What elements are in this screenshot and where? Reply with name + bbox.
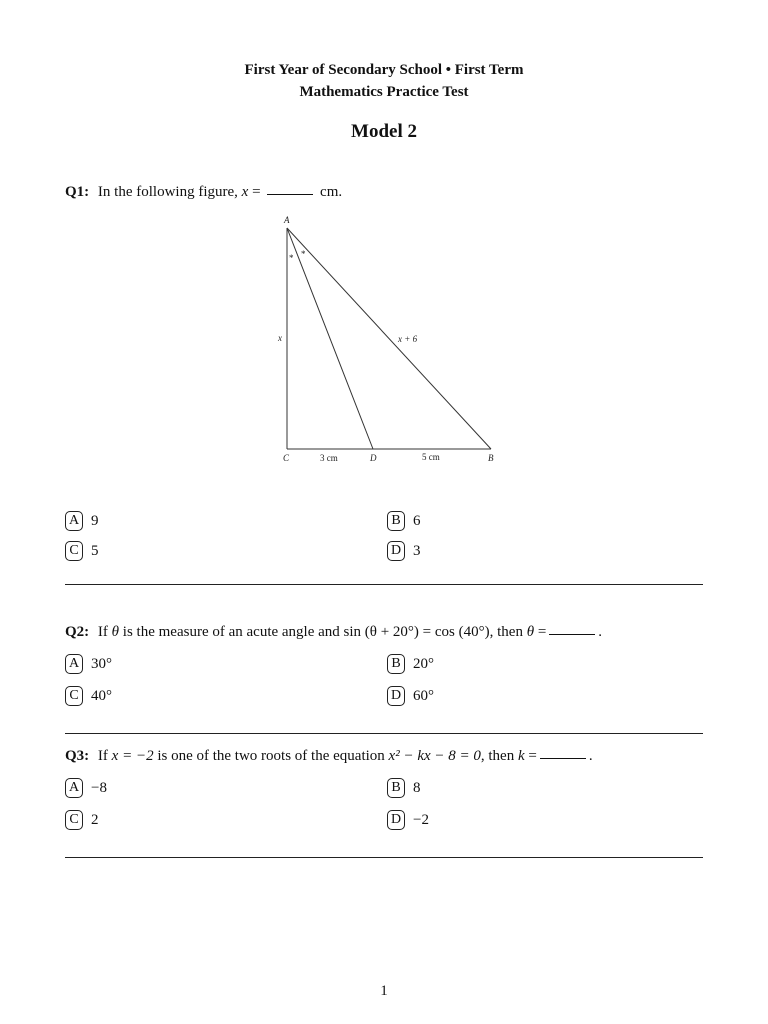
side-ab <box>287 228 491 449</box>
option-text: 2 <box>91 811 99 828</box>
question-text: If <box>97 624 108 640</box>
trig-expression: (θ + 20°) = cos (40°), then <box>364 624 523 640</box>
model-title: Model 2 <box>351 121 417 142</box>
segment-cd-label: 3 cm <box>320 453 338 463</box>
question-text: If <box>97 748 108 764</box>
q2-option-d[interactable] <box>387 686 434 706</box>
question-3 <box>65 748 593 765</box>
option-text: 9 <box>91 512 99 529</box>
vertex-d-label: D <box>370 453 377 463</box>
option-text: −8 <box>91 779 107 796</box>
option-letter: A <box>65 511 83 531</box>
option-text: 6 <box>413 512 421 529</box>
vertex-a-label: A <box>284 215 290 225</box>
section-divider <box>65 584 703 585</box>
q1-option-a[interactable] <box>65 511 99 531</box>
option-letter: D <box>387 686 405 706</box>
triangle-figure <box>270 212 510 472</box>
q3-option-b[interactable] <box>387 778 421 798</box>
option-text: 5 <box>91 542 99 559</box>
side-hyp-label: x + 6 <box>398 334 418 344</box>
theta-symbol: θ <box>111 624 120 640</box>
q1-option-c[interactable] <box>65 541 99 561</box>
k-variable: k <box>517 748 525 764</box>
q3-option-a[interactable] <box>65 778 107 798</box>
theta-symbol: θ <box>526 624 535 640</box>
option-text: 3 <box>413 542 421 559</box>
option-text: −2 <box>413 811 429 828</box>
q2-option-c[interactable] <box>65 686 112 706</box>
option-letter: B <box>387 511 405 531</box>
header-school-term: First Year of Secondary School • First Term <box>244 62 524 78</box>
answer-blank <box>540 758 586 759</box>
option-letter: C <box>65 541 83 561</box>
angle-mark-2: * <box>301 249 306 259</box>
quadratic-equation: x² − kx − 8 = 0 <box>388 748 481 764</box>
question-text: In the following figure, <box>97 184 238 200</box>
option-letter: C <box>65 686 83 706</box>
section-divider <box>65 733 703 734</box>
angle-mark-1: * <box>289 253 294 263</box>
option-letter: D <box>387 810 405 830</box>
variable: x <box>241 184 249 200</box>
q3-option-c[interactable] <box>65 810 99 830</box>
q2-option-a[interactable] <box>65 654 112 674</box>
segment-ad <box>287 228 373 449</box>
option-text: 40° <box>91 687 112 704</box>
equals-sign: = <box>537 624 547 640</box>
page-number: 1 <box>380 983 388 999</box>
question-text: , then <box>480 748 515 764</box>
q3-option-d[interactable] <box>387 810 429 830</box>
question-number: Q2: <box>65 624 90 640</box>
option-letter: B <box>387 778 405 798</box>
question-1 <box>65 184 342 201</box>
vertex-b-label: B <box>488 453 494 463</box>
vertex-c-label: C <box>283 453 290 463</box>
option-letter: A <box>65 654 83 674</box>
q1-option-d[interactable] <box>387 541 421 561</box>
question-text: is one of the two roots of the equation <box>157 748 385 764</box>
header-test-title: Mathematics Practice Test <box>299 84 469 100</box>
option-letter: C <box>65 810 83 830</box>
question-text: is the measure of an acute angle and sin <box>122 624 362 640</box>
side-x-label: x <box>278 333 282 343</box>
q2-option-b[interactable] <box>387 654 434 674</box>
option-letter: B <box>387 654 405 674</box>
option-text: 60° <box>413 687 434 704</box>
answer-blank <box>549 634 595 635</box>
question-text-end: cm. <box>320 184 343 200</box>
period: . <box>588 748 593 764</box>
question-2 <box>65 624 602 641</box>
question-number: Q1: <box>65 184 90 200</box>
option-letter: D <box>387 541 405 561</box>
root-value: x = −2 <box>111 748 154 764</box>
equals-sign: = <box>252 184 261 200</box>
segment-db-label: 5 cm <box>422 452 440 462</box>
option-text: 30° <box>91 655 112 672</box>
q1-option-b[interactable] <box>387 511 421 531</box>
question-number: Q3: <box>65 748 90 764</box>
answer-blank <box>267 194 313 195</box>
option-text: 20° <box>413 655 434 672</box>
equals-sign: = <box>528 748 537 764</box>
option-text: 8 <box>413 779 421 796</box>
section-divider <box>65 857 703 858</box>
period: . <box>598 624 603 640</box>
option-letter: A <box>65 778 83 798</box>
